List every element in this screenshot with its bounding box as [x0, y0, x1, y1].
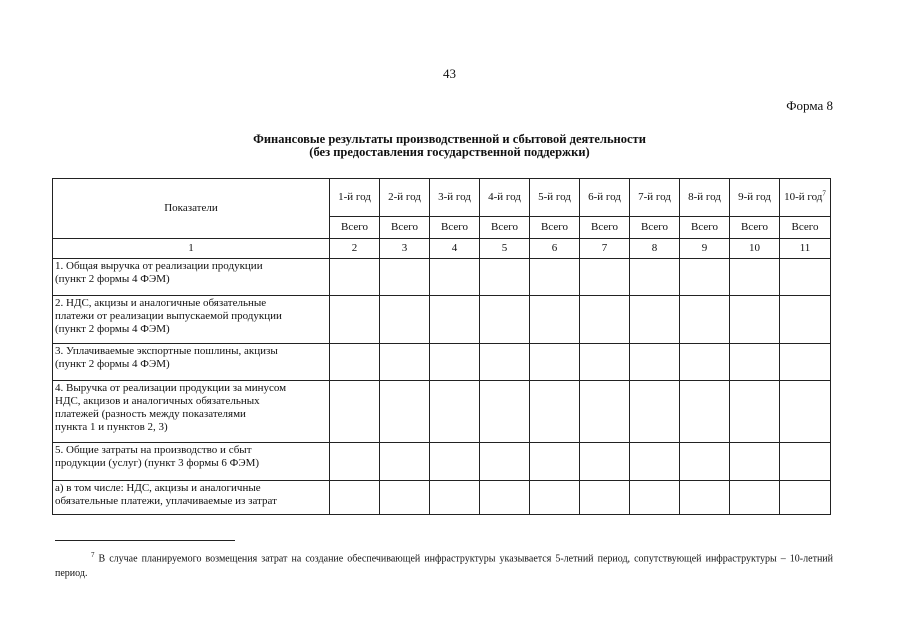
- column-number: 10: [730, 239, 780, 259]
- column-number: 1: [53, 239, 330, 259]
- title-line-2: (без предоставления государственной поддержки): [309, 145, 590, 159]
- subheader-total: Всего: [630, 217, 680, 239]
- year-header: [430, 179, 480, 217]
- data-cell: [780, 443, 831, 481]
- row-label: [53, 259, 330, 296]
- year-header: [580, 179, 630, 217]
- data-cell: [530, 344, 580, 381]
- column-number: 5: [480, 239, 530, 259]
- title-line-1: Финансовые результаты производственной и сбытовой деятельности: [253, 132, 646, 146]
- row-label-line: 2. НДС, акцизы и аналогичные обязательные: [55, 297, 267, 309]
- year-header-label: 4-й год: [488, 191, 521, 203]
- column-number: 8: [630, 239, 680, 259]
- data-cell: [630, 259, 680, 296]
- data-cell: [330, 381, 380, 443]
- year-header-label: 2-й год: [388, 191, 421, 203]
- year-header: [480, 179, 530, 217]
- data-cell: [680, 443, 730, 481]
- data-cell: [680, 481, 730, 515]
- subheader-total: Всего: [380, 217, 430, 239]
- form-label: Форма 8: [786, 98, 833, 113]
- table-row: [53, 481, 831, 515]
- row-label-line: 3. Уплачиваемые экспортные пошлины, акцизы: [55, 345, 278, 357]
- data-cell: [430, 481, 480, 515]
- page-number: 43: [443, 66, 456, 81]
- document-title: [0, 133, 899, 159]
- data-cell: [430, 344, 480, 381]
- data-cell: [780, 481, 831, 515]
- data-cell: [580, 481, 630, 515]
- row-label-line: пункта 1 и пунктов 2, 3): [55, 421, 168, 433]
- year-header: [680, 179, 730, 217]
- data-cell: [480, 481, 530, 515]
- data-cell: [330, 296, 380, 344]
- table-row: [53, 381, 831, 443]
- year-header-label: 6-й год: [588, 191, 621, 203]
- data-cell: [330, 481, 380, 515]
- data-cell: [630, 344, 680, 381]
- data-cell: [730, 443, 780, 481]
- year-header-label: 7-й год: [638, 191, 671, 203]
- data-cell: [330, 443, 380, 481]
- data-cell: [730, 381, 780, 443]
- table-row: [53, 259, 831, 296]
- data-cell: [530, 381, 580, 443]
- row-label-line: продукции (услуг) (пункт 3 формы 6 ФЭМ): [55, 457, 260, 469]
- column-number: 3: [380, 239, 430, 259]
- row-label-line: а) в том числе: НДС, акцизы и аналогичные: [55, 482, 261, 494]
- data-cell: [580, 344, 630, 381]
- row-label-line: НДС, акцизов и аналогичных обязательных: [55, 395, 260, 407]
- subheader-total: Всего: [530, 217, 580, 239]
- row-label-line: (пункт 2 формы 4 ФЭМ): [55, 273, 170, 285]
- data-cell: [380, 381, 430, 443]
- year-header: [530, 179, 580, 217]
- footnote-mark: 7: [91, 551, 95, 559]
- table-row: [53, 296, 831, 344]
- year-header: [730, 179, 780, 217]
- table-row: [53, 344, 831, 381]
- subheader-total: Всего: [430, 217, 480, 239]
- data-cell: [780, 381, 831, 443]
- data-cell: [630, 381, 680, 443]
- data-cell: [630, 296, 680, 344]
- data-cell: [430, 259, 480, 296]
- column-number: 9: [680, 239, 730, 259]
- data-cell: [480, 344, 530, 381]
- row-label: [53, 344, 330, 381]
- subheader-total: Всего: [580, 217, 630, 239]
- row-label-line: платежей (разность между показателями: [55, 408, 246, 420]
- subheader-total: Всего: [730, 217, 780, 239]
- row-label: [53, 296, 330, 344]
- year-header: [630, 179, 680, 217]
- year-header: [380, 179, 430, 217]
- row-label-line: платежи от реализации выпускаемой продукции: [55, 310, 282, 322]
- data-cell: [580, 259, 630, 296]
- data-cell: [530, 259, 580, 296]
- row-label: [53, 381, 330, 443]
- data-cell: [680, 344, 730, 381]
- subheader-total: Всего: [680, 217, 730, 239]
- subheader-total: Всего: [330, 217, 380, 239]
- indicator-header: Показатели: [53, 179, 330, 239]
- data-cell: [630, 481, 680, 515]
- year-header-label: 9-й год: [738, 191, 771, 203]
- data-cell: [430, 381, 480, 443]
- year-footnote-mark: 7: [822, 189, 826, 198]
- data-cell: [380, 443, 430, 481]
- data-cell: [430, 296, 480, 344]
- data-cell: [680, 381, 730, 443]
- data-cell: [680, 259, 730, 296]
- subheader-total: Всего: [780, 217, 831, 239]
- year-header-label: 3-й год: [438, 191, 471, 203]
- row-label: [53, 443, 330, 481]
- data-cell: [730, 259, 780, 296]
- row-label-line: 5. Общие затраты на производство и сбыт: [55, 444, 252, 456]
- data-cell: [430, 443, 480, 481]
- data-cell: [380, 259, 430, 296]
- data-cell: [480, 296, 530, 344]
- data-cell: [380, 296, 430, 344]
- row-label-line: 1. Общая выручка от реализации продукции: [55, 260, 263, 272]
- data-cell: [580, 296, 630, 344]
- row-label-line: обязательные платежи, уплачиваемые из затрат: [55, 495, 277, 507]
- data-cell: [680, 296, 730, 344]
- data-cell: [780, 344, 831, 381]
- data-cell: [780, 296, 831, 344]
- year-header-label: 1-й год: [338, 191, 371, 203]
- data-cell: [330, 259, 380, 296]
- data-cell: [630, 443, 680, 481]
- row-label: [53, 481, 330, 515]
- year-header-label: 8-й год: [688, 191, 721, 203]
- year-header: [330, 179, 380, 217]
- column-number: 11: [780, 239, 831, 259]
- data-cell: [580, 381, 630, 443]
- data-cell: [780, 259, 831, 296]
- data-cell: [330, 344, 380, 381]
- year-header-label: 5-й год: [538, 191, 571, 203]
- column-number: 2: [330, 239, 380, 259]
- row-label-line: 4. Выручка от реализации продукции за минусом: [55, 382, 287, 394]
- data-cell: [580, 443, 630, 481]
- year-header: [780, 179, 831, 217]
- financial-results-table: [52, 178, 831, 515]
- column-number: 7: [580, 239, 630, 259]
- data-cell: [380, 481, 430, 515]
- data-cell: [530, 296, 580, 344]
- data-cell: [380, 344, 430, 381]
- data-cell: [730, 296, 780, 344]
- row-label-line: (пункт 2 формы 4 ФЭМ): [55, 358, 170, 370]
- footnote-separator: [55, 540, 235, 541]
- footnote-text: В случае планируемого возмещения затрат на создание обеспечивающей инфраструктуры указывается 5-летний период, сопутствующей инфраструктуры – 10-летний период.: [55, 553, 833, 580]
- row-label-line: (пункт 2 формы 4 ФЭМ): [55, 323, 170, 335]
- data-cell: [530, 443, 580, 481]
- data-cell: [480, 443, 530, 481]
- table-row: [53, 443, 831, 481]
- column-number: 4: [430, 239, 480, 259]
- data-cell: [730, 344, 780, 381]
- column-number: 6: [530, 239, 580, 259]
- footnote: [55, 548, 833, 581]
- data-cell: [530, 481, 580, 515]
- subheader-total: Всего: [480, 217, 530, 239]
- data-cell: [730, 481, 780, 515]
- data-cell: [480, 381, 530, 443]
- data-cell: [480, 259, 530, 296]
- year-header-label: 10-й год: [784, 191, 823, 203]
